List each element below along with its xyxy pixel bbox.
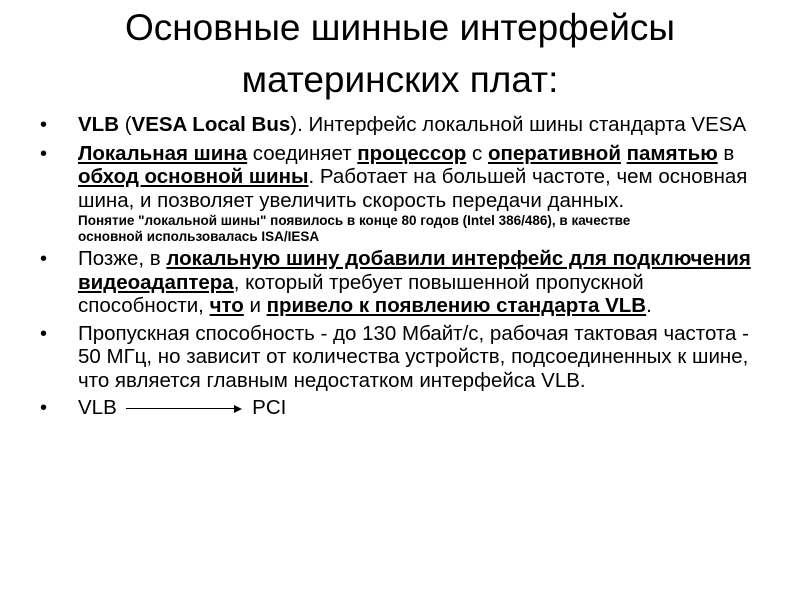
right-arrow-icon [126,404,242,414]
text: . [646,294,652,317]
bullet-dot-icon [40,142,47,167]
term-that: что [209,294,244,317]
bullet-video-adapter [38,247,758,318]
term-added-interface: локальную шину добавили интерфейс для подключения видеоадаптера [78,247,751,294]
term-local-bus: Локальная шина [78,141,248,165]
bullet-list [38,113,758,420]
bullet-vlb-intro [38,113,758,137]
title-line-1: Основные шинные интерфейсы [124,7,676,48]
bullet-dot-icon [40,113,47,138]
bullet-dot-icon [40,247,47,272]
bullet-dot-icon [40,322,47,347]
vlb-term: VLB [78,113,119,136]
text: ( [119,113,132,136]
term-led-to-vlb: привело к появлению стандарта VLB [266,294,647,317]
text: с [466,141,488,165]
title-line-2: материнских плат: [241,59,559,100]
text: и [243,294,267,317]
term-bypass-main-bus: обход основной шины [78,165,309,188]
bandwidth-text: Пропускная способность - до 130 Мбайт/с, рабочая тактовая частота - 50 МГц, но зависит от количества устройств, подсоединенных к шине, что является главным недостатком интерфейса VLB. [78,321,749,392]
slide-title [40,2,760,106]
term-memory: памятью [626,141,718,165]
from-vlb: VLB [78,396,117,419]
term-operative: оперативной [487,141,621,165]
bullet-bandwidth [38,322,758,393]
text: Позже, в [78,247,167,270]
text: , который требует повышенной пропускной способности, [78,270,644,317]
text: в [717,141,735,165]
text: . Работает на большей частоте, чем основная шина, и позволяет увеличить скорость передачи данных. [78,165,748,212]
to-pci: PCI [252,396,287,419]
bullet-vlb-to-pci [38,396,758,420]
vesa-local-bus-term: VESA Local Bus [131,113,291,136]
footnote-local-bus-history: Понятие "локальной шины" появилось в конце 80 годов (Intel 386/486), в качестве основной использовалась ISA/IESA [78,213,631,244]
text: ). Интерфейс локальной шины стандарта VESA [290,113,747,136]
term-processor: процессор [357,141,467,165]
bullet-dot-icon [40,396,47,421]
bullet-local-bus [38,142,758,245]
text: соединяет [247,141,358,165]
